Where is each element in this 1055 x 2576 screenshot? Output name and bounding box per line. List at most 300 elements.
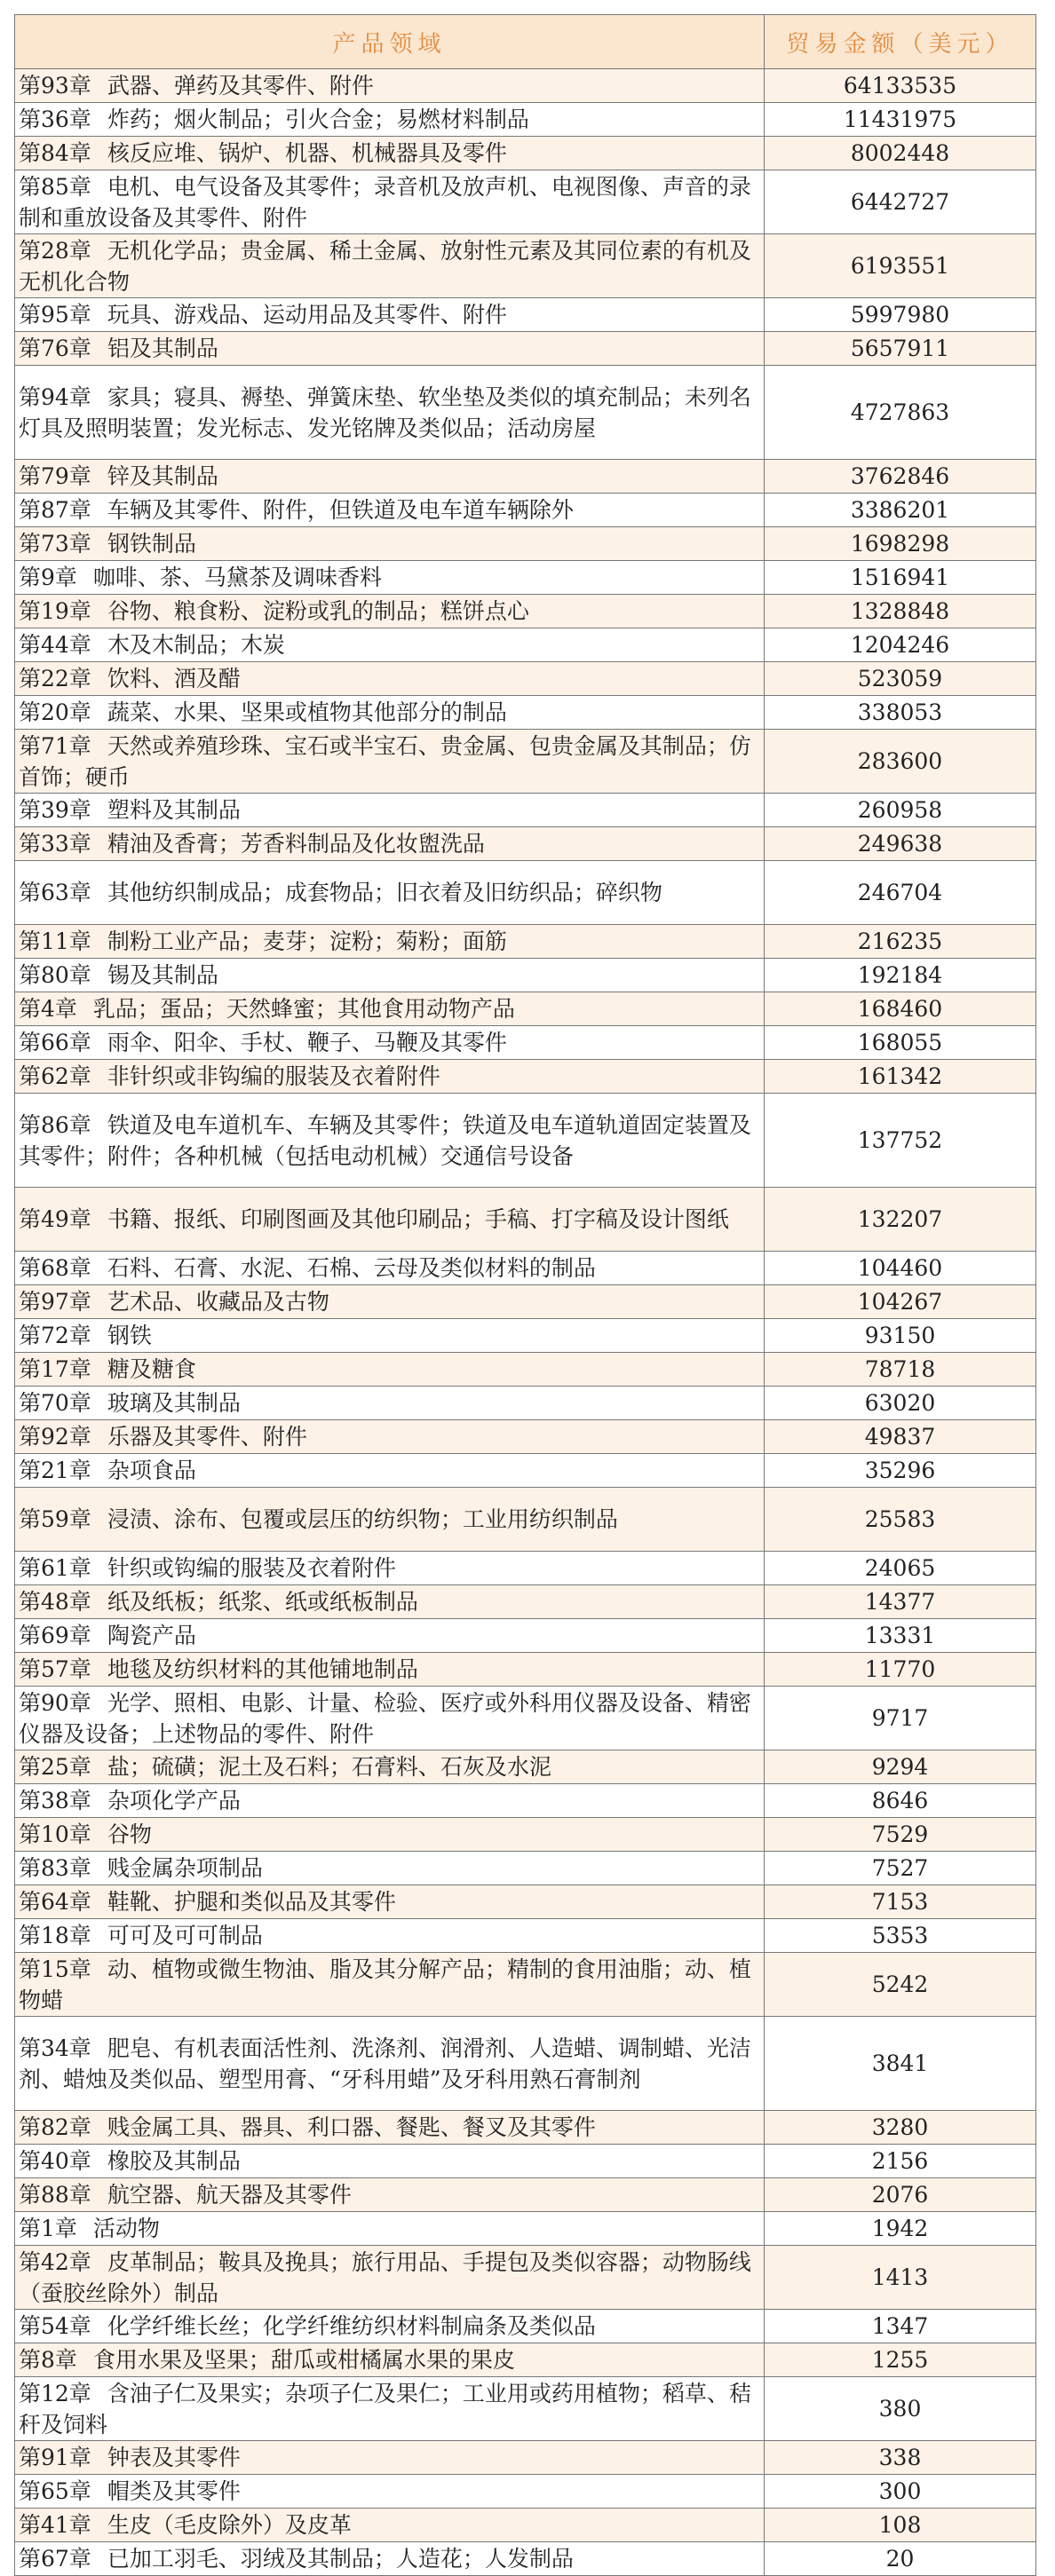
chapter-label: 第93章: [19, 73, 91, 99]
table-header-row: [15, 15, 1036, 69]
product-field-cell: [15, 1420, 765, 1454]
product-description: 谷物: [107, 1821, 152, 1847]
table-row: [15, 137, 1036, 170]
table-row: [15, 992, 1036, 1026]
chapter-label: 第9章: [19, 565, 77, 590]
product-field-cell: [15, 1353, 765, 1387]
product-field-cell: [15, 137, 765, 170]
table-row: [15, 1687, 1036, 1750]
trade-amount-cell: 11431975: [765, 103, 1036, 137]
table-row: [15, 1619, 1036, 1653]
product-description: 精油及香膏；芳香料制品及化妆盥洗品: [107, 831, 485, 857]
product-field-cell: [15, 1619, 765, 1653]
table-row: [15, 2145, 1036, 2178]
trade-amount-cell: 63020: [765, 1387, 1036, 1420]
trade-amount-cell: 7529: [765, 1818, 1036, 1852]
chapter-label: 第84章: [19, 140, 91, 166]
product-field-cell: [15, 1454, 765, 1488]
trade-amount-cell: 338053: [765, 696, 1036, 730]
table-row: [15, 1653, 1036, 1687]
product-description: 炸药；烟火制品；引火合金；易燃材料制品: [107, 107, 529, 132]
table-row: [15, 595, 1036, 628]
trade-amount-cell: 9717: [765, 1687, 1036, 1750]
table-body: [15, 69, 1036, 2576]
chapter-label: 第70章: [19, 1390, 91, 1416]
trade-amount-cell: 161342: [765, 1060, 1036, 1094]
chapter-label: 第94章: [19, 383, 91, 410]
product-description: 铁道及电车道机车、车辆及其零件；铁道及电车道轨道固定装置及其零件；附件；各种机械（包括电动机械）交通信号设备: [19, 1111, 751, 1169]
chapter-label: 第82章: [19, 2114, 91, 2140]
table-row: [15, 925, 1036, 959]
product-description: 浸渍、涂布、包覆或层压的纺织物；工业用纺织制品: [107, 1506, 618, 1532]
trade-amount-cell: 5242: [765, 1953, 1036, 2017]
chapter-label: 第17章: [19, 1356, 91, 1382]
trade-amount-cell: 7153: [765, 1885, 1036, 1919]
trade-amount-cell: 168055: [765, 1026, 1036, 1060]
product-field-cell: [15, 2377, 765, 2441]
product-field-cell: [15, 696, 765, 730]
table-row: [15, 1454, 1036, 1488]
product-description: 橡胶及其制品: [107, 2148, 241, 2174]
product-field-cell: [15, 1585, 765, 1619]
table-row: [15, 1784, 1036, 1818]
product-description: 钢铁制品: [107, 531, 196, 557]
trade-amount-cell: 108: [765, 2509, 1036, 2542]
product-field-cell: [15, 2212, 765, 2246]
chapter-label: 第12章: [19, 2380, 91, 2406]
table-row: [15, 1353, 1036, 1387]
chapter-label: 第15章: [19, 1956, 91, 1982]
trade-amount-cell: 6193551: [765, 234, 1036, 298]
product-description: 饮料、酒及醋: [107, 666, 241, 691]
chapter-label: 第40章: [19, 2148, 91, 2174]
chapter-label: 第62章: [19, 1063, 91, 1089]
product-description: 食用水果及坚果；甜瓜或柑橘属水果的果皮: [92, 2347, 515, 2373]
product-field-cell: [15, 2145, 765, 2178]
product-description: 地毯及纺织材料的其他铺地制品: [107, 1656, 418, 1682]
chapter-label: 第42章: [19, 2248, 91, 2275]
product-field-cell: [15, 1060, 765, 1094]
table-row: [15, 234, 1036, 298]
product-description: 贱金属杂项制品: [107, 1855, 263, 1881]
trade-amount-cell: 49837: [765, 1420, 1036, 1454]
product-description: 帽类及其零件: [107, 2478, 241, 2504]
product-field-cell: [15, 2475, 765, 2509]
table-row: [15, 494, 1036, 527]
chapter-label: 第22章: [19, 666, 91, 691]
product-description: 肥皂、有机表面活性剂、洗涤剂、润滑剂、人造蜡、调制蜡、光洁剂、蜡烛及类似品、塑型用膏、“牙科用蜡”及牙科用熟石膏制剂: [19, 2035, 751, 2092]
product-field-cell: [15, 628, 765, 662]
product-description: 电机、电气设备及其零件；录音机及放声机、电视图像、声音的录制和重放设备及其零件、附件: [19, 173, 751, 231]
table-row: [15, 1188, 1036, 1252]
product-field-cell: [15, 2246, 765, 2310]
table-row: [15, 730, 1036, 794]
chapter-label: 第72章: [19, 1323, 91, 1348]
product-description: 锡及其制品: [107, 962, 218, 988]
table-row: [15, 1026, 1036, 1060]
product-description: 贱金属工具、器具、利口器、餐匙、餐叉及其零件: [107, 2114, 596, 2140]
header-trade-amount: 贸易金额（美元）: [765, 15, 1036, 69]
chapter-label: 第20章: [19, 699, 91, 725]
chapter-label: 第71章: [19, 732, 91, 759]
product-description: 书籍、报纸、印刷图画及其他印刷品；手稿、打字稿及设计图纸: [107, 1206, 729, 1232]
trade-amount-cell: 168460: [765, 992, 1036, 1026]
table-row: [15, 2441, 1036, 2475]
trade-amount-cell: 1204246: [765, 628, 1036, 662]
product-description: 针织或钩编的服装及衣着附件: [107, 1555, 396, 1581]
chapter-label: 第4章: [19, 996, 77, 1022]
product-description: 咖啡、茶、马黛茶及调味香料: [92, 565, 382, 590]
product-description: 皮革制品；鞍具及挽具；旅行用品、手提包及类似容器；动物肠线（蚕胶丝除外）制品: [19, 2248, 751, 2306]
product-field-cell: [15, 2542, 765, 2576]
table-row: [15, 696, 1036, 730]
table-row: [15, 2343, 1036, 2377]
table-row: [15, 1420, 1036, 1454]
product-description: 化学纤维长丝；化学纤维纺织材料制扁条及类似品: [107, 2313, 596, 2339]
trade-amount-cell: 137752: [765, 1094, 1036, 1188]
trade-amount-cell: 523059: [765, 662, 1036, 696]
product-field-cell: [15, 1953, 765, 2017]
table-row: [15, 1585, 1036, 1619]
trade-amount-cell: 104267: [765, 1285, 1036, 1319]
table-row: [15, 1285, 1036, 1319]
trade-amount-cell: 283600: [765, 730, 1036, 794]
product-field-cell: [15, 561, 765, 595]
product-description: 非针织或非钩编的服装及衣着附件: [107, 1063, 440, 1089]
table-row: [15, 2542, 1036, 2576]
trade-table: [14, 14, 1036, 2576]
chapter-label: 第59章: [19, 1506, 91, 1532]
product-description: 含油子仁及果实；杂项子仁及果仁；工业用或药用植物；稻草、秸秆及饲料: [19, 2380, 751, 2438]
table-row: [15, 1852, 1036, 1885]
product-field-cell: [15, 992, 765, 1026]
trade-amount-cell: 338: [765, 2441, 1036, 2475]
product-field-cell: [15, 827, 765, 861]
product-description: 陶瓷产品: [107, 1623, 196, 1648]
product-description: 钟表及其零件: [107, 2445, 241, 2470]
trade-amount-cell: 132207: [765, 1188, 1036, 1252]
trade-amount-cell: 5997980: [765, 298, 1036, 332]
table-row: [15, 1319, 1036, 1353]
product-field-cell: [15, 1188, 765, 1252]
chapter-label: 第21章: [19, 1458, 91, 1483]
table-row: [15, 298, 1036, 332]
product-description: 糖及糖食: [107, 1356, 196, 1382]
trade-amount-cell: 1328848: [765, 595, 1036, 628]
product-description: 谷物、粮食粉、淀粉或乳的制品；糕饼点心: [107, 598, 529, 624]
chapter-label: 第34章: [19, 2035, 91, 2061]
product-field-cell: [15, 103, 765, 137]
trade-amount-cell: 1516941: [765, 561, 1036, 595]
chapter-label: 第49章: [19, 1206, 91, 1232]
table-row: [15, 827, 1036, 861]
trade-amount-cell: 1413: [765, 2246, 1036, 2310]
product-field-cell: [15, 2310, 765, 2343]
trade-amount-cell: 2156: [765, 2145, 1036, 2178]
product-description: 石料、石膏、水泥、石棉、云母及类似材料的制品: [107, 1255, 596, 1281]
product-description: 生皮（毛皮除外）及皮革: [107, 2512, 352, 2538]
product-field-cell: [15, 170, 765, 234]
table-row: [15, 2212, 1036, 2246]
chapter-label: 第41章: [19, 2512, 91, 2538]
trade-amount-cell: 24065: [765, 1552, 1036, 1585]
product-description: 核反应堆、锅炉、机器、机械器具及零件: [107, 140, 507, 166]
product-field-cell: [15, 366, 765, 460]
trade-amount-cell: 14377: [765, 1585, 1036, 1619]
chapter-label: 第8章: [19, 2347, 77, 2373]
product-field-cell: [15, 1818, 765, 1852]
trade-amount-cell: 3841: [765, 2017, 1036, 2111]
product-description: 制粉工业产品；麦芽；淀粉；菊粉；面筋: [107, 928, 507, 954]
trade-amount-cell: 35296: [765, 1454, 1036, 1488]
table-row: [15, 1094, 1036, 1188]
table-row: [15, 170, 1036, 234]
chapter-label: 第28章: [19, 237, 91, 264]
table-row: [15, 460, 1036, 494]
product-description: 无机化学品；贵金属、稀土金属、放射性元素及其同位素的有机及无机化合物: [19, 237, 751, 295]
trade-amount-cell: 2076: [765, 2178, 1036, 2212]
product-field-cell: [15, 2178, 765, 2212]
trade-amount-cell: 20: [765, 2542, 1036, 2576]
product-field-cell: [15, 662, 765, 696]
table-row: [15, 2475, 1036, 2509]
product-description: 铝及其制品: [107, 336, 218, 361]
chapter-label: 第80章: [19, 962, 91, 988]
trade-amount-cell: 64133535: [765, 69, 1036, 103]
product-description: 鞋靴、护腿和类似品及其零件: [107, 1889, 396, 1915]
product-field-cell: [15, 794, 765, 827]
chapter-label: 第73章: [19, 531, 91, 557]
trade-amount-cell: 249638: [765, 827, 1036, 861]
chapter-label: 第10章: [19, 1821, 91, 1847]
chapter-label: 第83章: [19, 1855, 91, 1881]
product-field-cell: [15, 332, 765, 366]
product-field-cell: [15, 2343, 765, 2377]
chapter-label: 第44章: [19, 632, 91, 658]
product-field-cell: [15, 1687, 765, 1750]
trade-amount-cell: 5353: [765, 1919, 1036, 1953]
trade-amount-cell: 5657911: [765, 332, 1036, 366]
table-row: [15, 1953, 1036, 2017]
table-row: [15, 561, 1036, 595]
trade-amount-cell: 4727863: [765, 366, 1036, 460]
table-row: [15, 1387, 1036, 1420]
table-row: [15, 628, 1036, 662]
product-field-cell: [15, 1885, 765, 1919]
product-description: 艺术品、收藏品及古物: [107, 1289, 329, 1315]
chapter-label: 第97章: [19, 1289, 91, 1315]
table-row: [15, 1750, 1036, 1784]
product-description: 可可及可可制品: [107, 1923, 263, 1948]
table-row: [15, 1552, 1036, 1585]
table-row: [15, 1060, 1036, 1094]
product-field-cell: [15, 2017, 765, 2111]
product-field-cell: [15, 527, 765, 561]
table-row: [15, 2111, 1036, 2145]
chapter-label: 第88章: [19, 2182, 91, 2208]
trade-amount-cell: 3386201: [765, 494, 1036, 527]
product-description: 蔬菜、水果、坚果或植物其他部分的制品: [107, 699, 507, 725]
chapter-label: 第39章: [19, 797, 91, 823]
product-field-cell: [15, 959, 765, 992]
chapter-label: 第92章: [19, 1424, 91, 1450]
trade-amount-cell: 1255: [765, 2343, 1036, 2377]
product-field-cell: [15, 1285, 765, 1319]
chapter-label: 第90章: [19, 1689, 91, 1716]
trade-amount-cell: 1942: [765, 2212, 1036, 2246]
product-field-cell: [15, 1919, 765, 1953]
chapter-label: 第33章: [19, 831, 91, 857]
chapter-label: 第85章: [19, 173, 91, 200]
trade-amount-cell: 8002448: [765, 137, 1036, 170]
chapter-label: 第54章: [19, 2313, 91, 2339]
chapter-label: 第57章: [19, 1656, 91, 1682]
table-row: [15, 2017, 1036, 2111]
chapter-label: 第87章: [19, 497, 91, 523]
product-field-cell: [15, 925, 765, 959]
table-row: [15, 2509, 1036, 2542]
trade-amount-cell: 1698298: [765, 527, 1036, 561]
trade-amount-cell: 192184: [765, 959, 1036, 992]
chapter-label: 第67章: [19, 2546, 91, 2572]
product-description: 雨伞、阳伞、手杖、鞭子、马鞭及其零件: [107, 1030, 507, 1055]
product-field-cell: [15, 1784, 765, 1818]
product-field-cell: [15, 1552, 765, 1585]
chapter-label: 第69章: [19, 1623, 91, 1648]
product-description: 玻璃及其制品: [107, 1390, 241, 1416]
chapter-label: 第19章: [19, 598, 91, 624]
table-row: [15, 69, 1036, 103]
product-field-cell: [15, 1319, 765, 1353]
product-field-cell: [15, 861, 765, 925]
product-field-cell: [15, 460, 765, 494]
trade-amount-cell: 300: [765, 2475, 1036, 2509]
table-row: [15, 959, 1036, 992]
table-row: [15, 103, 1036, 137]
product-description: 活动物: [92, 2216, 160, 2241]
table-row: [15, 2246, 1036, 2310]
chapter-label: 第76章: [19, 336, 91, 361]
table-row: [15, 1919, 1036, 1953]
trade-amount-cell: 78718: [765, 1353, 1036, 1387]
chapter-label: 第79章: [19, 463, 91, 489]
trade-amount-cell: 93150: [765, 1319, 1036, 1353]
table-row: [15, 662, 1036, 696]
chapter-label: 第1章: [19, 2216, 77, 2241]
product-description: 家具；寝具、褥垫、弹簧床垫、软坐垫及类似的填充制品；未列名灯具及照明装置；发光标志、发光铭牌及类似品；活动房屋: [19, 383, 751, 441]
product-description: 光学、照相、电影、计量、检验、医疗或外科用仪器及设备、精密仪器及设备；上述物品的零件、附件: [19, 1689, 751, 1747]
chapter-label: 第91章: [19, 2445, 91, 2470]
product-field-cell: [15, 1252, 765, 1285]
chapter-label: 第95章: [19, 302, 91, 328]
chapter-label: 第68章: [19, 1255, 91, 1281]
product-description: 钢铁: [107, 1323, 152, 1348]
product-field-cell: [15, 1653, 765, 1687]
trade-amount-cell: 3762846: [765, 460, 1036, 494]
product-description: 天然或养殖珍珠、宝石或半宝石、贵金属、包贵金属及其制品；仿首饰；硬币: [19, 732, 751, 790]
table-row: [15, 1252, 1036, 1285]
trade-amount-cell: 6442727: [765, 170, 1036, 234]
trade-amount-cell: 9294: [765, 1750, 1036, 1784]
table-row: [15, 1885, 1036, 1919]
chapter-label: 第36章: [19, 107, 91, 132]
product-description: 航空器、航天器及其零件: [107, 2182, 352, 2208]
product-field-cell: [15, 1488, 765, 1552]
product-description: 杂项食品: [107, 1458, 196, 1483]
trade-amount-cell: 104460: [765, 1252, 1036, 1285]
trade-amount-cell: 3280: [765, 2111, 1036, 2145]
product-description: 木及木制品；木炭: [107, 632, 285, 658]
trade-amount-cell: 1347: [765, 2310, 1036, 2343]
header-product-field: 产品领域: [15, 15, 765, 69]
product-field-cell: [15, 595, 765, 628]
product-field-cell: [15, 2509, 765, 2542]
product-description: 乳品；蛋品；天然蜂蜜；其他食用动物产品: [92, 996, 515, 1022]
table-row: [15, 2377, 1036, 2441]
product-description: 乐器及其零件、附件: [107, 1424, 307, 1450]
table-row: [15, 861, 1036, 925]
product-field-cell: [15, 1750, 765, 1784]
chapter-label: 第48章: [19, 1589, 91, 1615]
product-description: 锌及其制品: [107, 463, 218, 489]
chapter-label: 第61章: [19, 1555, 91, 1581]
product-description: 玩具、游戏品、运动用品及其零件、附件: [107, 302, 507, 328]
trade-amount-cell: 246704: [765, 861, 1036, 925]
product-field-cell: [15, 2441, 765, 2475]
table-row: [15, 2310, 1036, 2343]
product-field-cell: [15, 298, 765, 332]
table-row: [15, 332, 1036, 366]
trade-amount-cell: 7527: [765, 1852, 1036, 1885]
trade-amount-cell: 13331: [765, 1619, 1036, 1653]
chapter-label: 第63章: [19, 880, 91, 905]
chapter-label: 第65章: [19, 2478, 91, 2504]
table-row: [15, 1818, 1036, 1852]
product-description: 其他纺织制成品；成套物品；旧衣着及旧纺织品；碎织物: [107, 880, 662, 905]
trade-amount-cell: 260958: [765, 794, 1036, 827]
trade-amount-cell: 216235: [765, 925, 1036, 959]
trade-amount-cell: 11770: [765, 1653, 1036, 1687]
product-field-cell: [15, 1852, 765, 1885]
product-description: 车辆及其零件、附件，但铁道及电车道车辆除外: [107, 497, 574, 523]
product-description: 盐；硫磺；泥土及石料；石膏料、石灰及水泥: [107, 1754, 551, 1780]
trade-amount-cell: 8646: [765, 1784, 1036, 1818]
trade-amount-cell: 25583: [765, 1488, 1036, 1552]
product-field-cell: [15, 1026, 765, 1060]
product-field-cell: [15, 1387, 765, 1420]
product-field-cell: [15, 1094, 765, 1188]
chapter-label: 第18章: [19, 1923, 91, 1948]
product-description: 动、植物或微生物油、脂及其分解产品；精制的食用油脂；动、植物蜡: [19, 1956, 751, 2013]
chapter-label: 第66章: [19, 1030, 91, 1055]
chapter-label: 第86章: [19, 1111, 91, 1138]
table-row: [15, 366, 1036, 460]
product-field-cell: [15, 69, 765, 103]
table-row: [15, 2178, 1036, 2212]
product-field-cell: [15, 494, 765, 527]
trade-table-container: [14, 14, 1035, 2576]
product-description: 杂项化学产品: [107, 1788, 241, 1813]
product-field-cell: [15, 2111, 765, 2145]
table-row: [15, 1488, 1036, 1552]
chapter-label: 第25章: [19, 1754, 91, 1780]
product-description: 纸及纸板；纸浆、纸或纸板制品: [107, 1589, 418, 1615]
chapter-label: 第38章: [19, 1788, 91, 1813]
chapter-label: 第64章: [19, 1889, 91, 1915]
product-field-cell: [15, 234, 765, 298]
chapter-label: 第11章: [19, 928, 91, 954]
table-row: [15, 794, 1036, 827]
